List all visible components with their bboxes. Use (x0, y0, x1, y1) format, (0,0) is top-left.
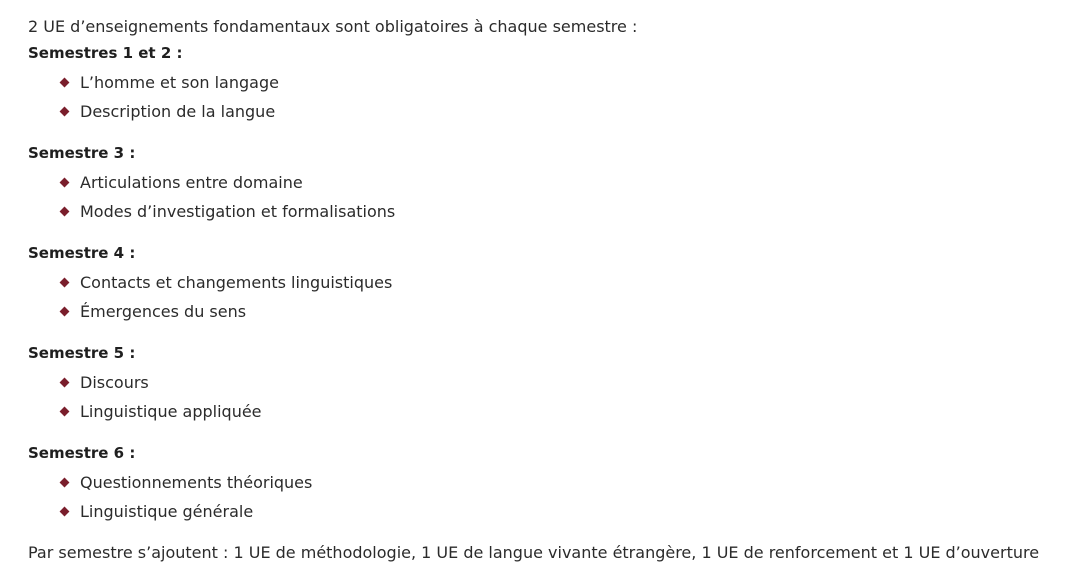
ue-list (28, 268, 1078, 326)
diamond-bullet-icon (60, 107, 70, 117)
list-item-label: Discours (80, 373, 149, 392)
diamond-bullet-icon (60, 178, 70, 188)
section-heading: Semestre 3 : (28, 144, 136, 162)
diamond-bullet-icon (60, 507, 70, 517)
list-item-label: Linguistique appliquée (80, 402, 262, 421)
diamond-bullet-icon (60, 207, 70, 217)
intro-text: 2 UE d’enseignements fondamentaux sont obligatoires à chaque semestre : (28, 17, 638, 36)
section-semestres-1-2 (28, 40, 1078, 126)
list-item-label: Linguistique générale (80, 502, 254, 521)
list-item (60, 468, 1078, 497)
section-semestre-4 (28, 240, 1078, 326)
list-item (60, 168, 1078, 197)
list-item-label: Articulations entre domaine (80, 173, 303, 192)
ue-list (28, 68, 1078, 126)
section-heading: Semestre 4 : (28, 244, 136, 262)
diamond-bullet-icon (60, 407, 70, 417)
list-item-label: Émergences du sens (80, 302, 247, 321)
ue-list (28, 168, 1078, 226)
diamond-bullet-icon (60, 478, 70, 488)
section-heading: Semestre 5 : (28, 344, 136, 362)
diamond-bullet-icon (60, 307, 70, 317)
section-semestre-5 (28, 340, 1078, 426)
section-semestre-6 (28, 440, 1078, 526)
ue-list (28, 368, 1078, 426)
list-item (60, 297, 1078, 326)
list-item (60, 268, 1078, 297)
list-item-label: Description de la langue (80, 102, 276, 121)
diamond-bullet-icon (60, 78, 70, 88)
section-heading: Semestre 6 : (28, 444, 136, 462)
ue-list (28, 468, 1078, 526)
course-structure-content (28, 14, 1078, 566)
list-item (60, 397, 1078, 426)
list-item (60, 497, 1078, 526)
list-item (60, 97, 1078, 126)
diamond-bullet-icon (60, 378, 70, 388)
section-semestre-3 (28, 140, 1078, 226)
list-item (60, 68, 1078, 97)
list-item-label: Modes d’investigation et formalisations (80, 202, 396, 221)
list-item (60, 197, 1078, 226)
diamond-bullet-icon (60, 278, 70, 288)
section-heading: Semestres 1 et 2 : (28, 44, 183, 62)
list-item (60, 368, 1078, 397)
list-item-label: Contacts et changements linguistiques (80, 273, 393, 292)
list-item-label: L’homme et son langage (80, 73, 279, 92)
footer-text: Par semestre s’ajoutent : 1 UE de méthodologie, 1 UE de langue vivante étrangère, 1 UE de renforcement et 1 UE d’ouverture (28, 543, 1040, 562)
list-item-label: Questionnements théoriques (80, 473, 313, 492)
